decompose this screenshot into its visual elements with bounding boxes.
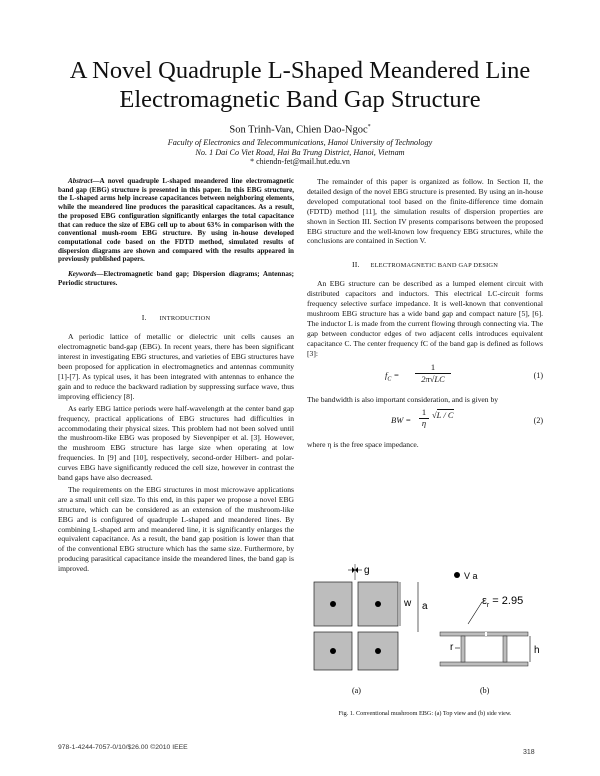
authors — [100, 124, 500, 136]
via-2 — [375, 601, 381, 607]
section-1-heading — [58, 313, 294, 324]
eq2-sqrt: √L / C — [432, 410, 454, 421]
title-line-1: A Novel Quadruple L-Shaped Meandered Line — [69, 57, 531, 84]
design-paragraph-1: An EBG structure can be described as a lumped element circuit with distributed capacitors and inductors. This electrical LC-circuit forms frequency selective surface impedance. It is well-known that conventional mushroom EBG structure has a wide band gap and compact nature [5], [6]. The inductor L is made from the current flowing through connecting via. The gap between conductor edges of two adjacent cells introduces equivalent capacitance C. The center frequency fC of the band gap is defined as follows [3]: — [307, 279, 543, 358]
abstract — [58, 177, 294, 264]
affiliation-line-2: No. 1 Dai Co Viet Road, Hai Ba Trung District, Hanoi, Vietnam — [195, 148, 405, 157]
author-email: * chiendn-fet@mail.hut.edu.vn — [250, 157, 350, 166]
fig1-sub-b: (b) — [480, 686, 490, 695]
right-column — [307, 177, 543, 452]
section-2-title: ELECTROMAGNETIC BAND GAP DESIGN — [370, 262, 499, 270]
paper-title — [40, 56, 560, 114]
design-paragraph-3: where η is the free space impedance. — [307, 440, 419, 450]
eq1-lhs: f — [385, 369, 388, 380]
via-side-2 — [503, 636, 507, 662]
ground-plane — [440, 662, 528, 666]
remainder-paragraph: The remainder of this paper is organized as follow. In Section II, the detailed design of the novel EBG structure is presented. By using an in-house developed computational tool based on the finite-difference time domain (FDTD) method [11], the simulation results of dispersion properties are shown in Section III. Section IV presents comparisons between the proposed EBG structure and the well-known low frequency EBG structures, while the conclusions are contained in Section V. — [307, 177, 543, 246]
fig1-label-a: a — [422, 601, 428, 612]
eq2-numerator: 1 — [419, 408, 429, 419]
section-1-number: I. — [141, 313, 147, 323]
abstract-label: Abstract — [68, 177, 93, 185]
figure-1 — [300, 562, 550, 702]
eq1-label: (1) — [533, 370, 543, 380]
via-legend-dot — [454, 572, 460, 578]
intro-paragraph-2: As early EBG lattice periods were half-wavelength at the center band gap frequency, practical applications of EBG structures had difficulties in accommodating their physical sizes. This problem had not been solved until the mushroom-like EBG was proposed by Sievenpiper et al. [3]. However, the mushroom EBG structure has large size when operating at low frequencies. In [9] and [10], respectively, second-order Hilbert- and polar-curves EBG have significantly reduced the cell size, however in contrast the band gaps have also decreased. — [58, 403, 294, 483]
fig1-label-eps: $\varepsilon_r = 2.95$ — [482, 595, 524, 609]
equation-2: BW = $\frac{1}{\eta}$ √L / C (2) — [391, 407, 543, 429]
section-1-title: INTRODUCTION — [159, 315, 211, 323]
fig1-label-r: r — [450, 642, 454, 653]
fig1-label-via: V a — [464, 571, 478, 581]
footer-copyright: 978-1-4244-7057-0/10/$26.00 ©2010 IEEE — [58, 744, 188, 751]
via-4 — [375, 648, 381, 654]
fig1-label-g: g — [364, 565, 370, 576]
fig1-sub-a: (a) — [352, 686, 361, 695]
fig1-label-w: w — [404, 598, 412, 609]
eq2-root: L / C — [436, 410, 454, 421]
equation-1: $f_C$ = $\frac{1}{2\pi√LC}$ (1) — [385, 361, 543, 385]
section-2-heading — [307, 260, 543, 271]
fig1-top-view — [314, 564, 428, 695]
affiliation-line-1: Faculty of Electronics and Telecommunications, Hanoi University of Technology — [167, 138, 433, 147]
keywords — [58, 270, 294, 287]
title-line-2: Electromagnetic Band Gap Structure — [119, 86, 481, 113]
eq1-numerator: 1 — [415, 363, 451, 375]
keywords-label: Keywords — [68, 270, 97, 279]
top-patches — [440, 632, 528, 636]
via-1 — [330, 601, 336, 607]
author-names: Son Trinh-Van, Chien Dao-Ngoc — [229, 124, 368, 136]
abstract-text: —A novel quadruple L-shaped meandered line electromagnetic band gap (EBG) structure is presented in this paper. In this EBG structure, the L-shaped arms help increase capacitances between neighboring elements, while the meandered line produces the parasitical capacitances. As a result, the proposed EBG configuration significantly enlarges the total capacitance that can reduce the size of EBG cell up to about 63% in comparison with the conventional mush-room EBG structure. By using in-house developed computational code based on the FDTD method, simulated results of dispersion diagrams are shown and compared with the results appeared in previously published papers. — [58, 177, 294, 264]
eq1-denominator: 2π√LC — [421, 374, 445, 385]
fig1-side-view — [440, 571, 540, 695]
via-side-1 — [461, 636, 465, 662]
design-paragraph-2: The bandwidth is also important consideration, and is given by — [307, 394, 499, 404]
via-3 — [330, 648, 336, 654]
fig1-label-h: h — [534, 645, 540, 656]
section-2-number: II. — [351, 260, 360, 270]
eq1-sub: C — [387, 376, 392, 383]
keywords-text: —Electromagnetic band gap; Dispersion diagrams; Antennas; Periodic structures. — [58, 270, 294, 287]
intro-paragraph-3: The requirements on the EBG structures in most microwave applications are a small unit cell size. To this end, in this paper we propose a novel EBG structure, which can be considered as an extension of the mushroom-like EBG and is configured of quadruple L-shaped and meandered lines. By combining L-shaped arm and meandered line, it is significantly enlarges the equivalent capacitance. As a result, the band gap position is lower than that of the conventional EBG structure which has the same size. Furthermore, by producing parasitical capacitance inside the meandered lines, the band gap is improved. — [58, 484, 294, 574]
eq2-denominator: η — [421, 418, 427, 429]
fig1-caption: Fig. 1. Conventional mushroom EBG: (a) Top view and (b) side view. — [338, 710, 512, 717]
eq2-label: (2) — [533, 416, 543, 426]
left-column — [58, 177, 294, 576]
intro-paragraph-1: A periodic lattice of metallic or dielectric unit cells causes an electromagnetic band-gap (EBG). In recent years, there has been significant interest in investigating EBG structures, and varieties of EBG structures have been proposed for application in electromagnetics and antennas community [1]-[7]. As typical uses, it has been integrated with antennas to enhance the gain and to reduce the backward radiation by suppressing surface wave, thus improving efficiency [8]. — [58, 332, 294, 401]
author-mark: * — [367, 124, 371, 130]
eq2-lhs: BW — [391, 415, 404, 426]
page-number: 318 — [523, 749, 535, 756]
